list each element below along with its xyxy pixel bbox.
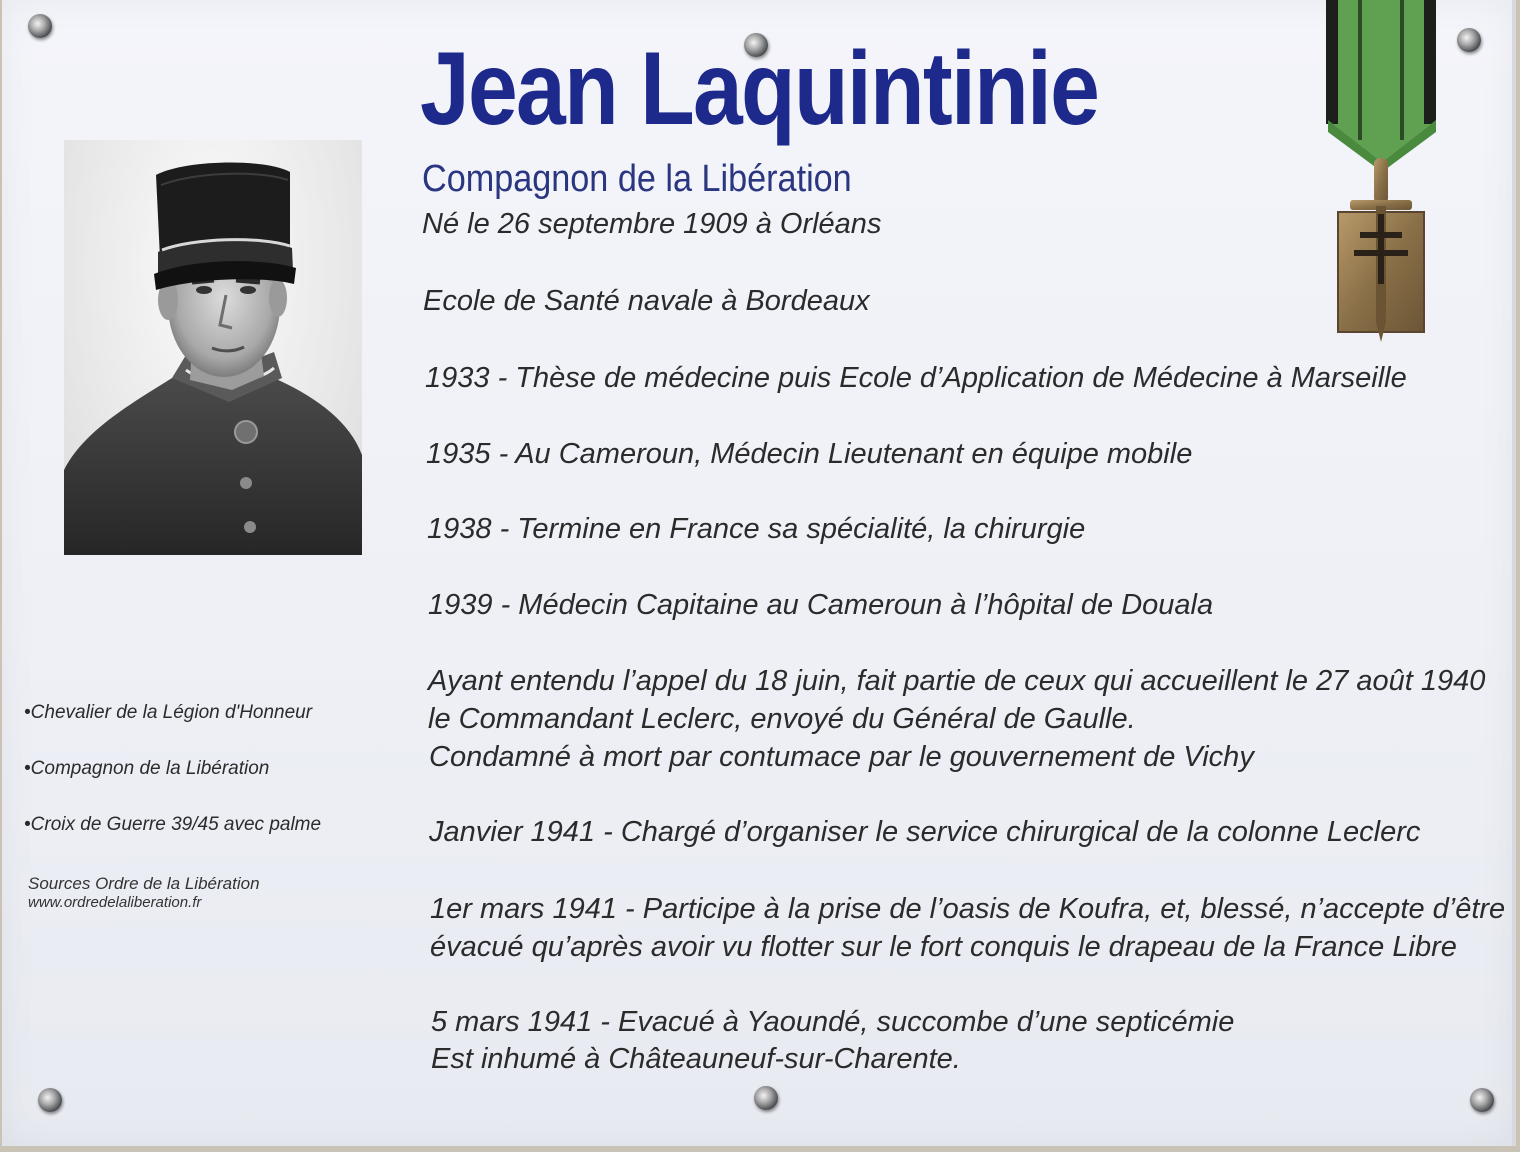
bio-line: 1939 - Médecin Capitaine au Cameroun à l’hôpital de Douala bbox=[428, 589, 1214, 621]
bio-line: Est inhumé à Châteauneuf-sur-Charente. bbox=[431, 1043, 961, 1075]
screw-icon bbox=[38, 1088, 62, 1112]
bio-line: le Commandant Leclerc, envoyé du Général de Gaulle. bbox=[428, 703, 1136, 735]
liberation-cross-medal bbox=[1320, 0, 1444, 350]
honor-item: •Chevalier de la Légion d'Honneur bbox=[24, 702, 313, 723]
bio-line: 1935 - Au Cameroun, Médecin Lieutenant en équipe mobile bbox=[426, 438, 1193, 470]
bio-line: Ecole de Santé navale à Bordeaux bbox=[423, 285, 870, 317]
sources-credit: Sources Ordre de la Libération bbox=[28, 874, 260, 893]
bio-line: Janvier 1941 - Chargé d’organiser le service chirurgical de la colonne Leclerc bbox=[429, 816, 1421, 848]
honor-item: •Croix de Guerre 39/45 avec palme bbox=[24, 814, 322, 835]
bio-line: 1933 - Thèse de médecine puis Ecole d’Application de Médecine à Marseille bbox=[425, 362, 1407, 394]
bio-line: 5 mars 1941 - Evacué à Yaoundé, succombe d’une septicémie bbox=[431, 1006, 1235, 1038]
screw-icon bbox=[1457, 28, 1481, 52]
screw-icon bbox=[1470, 1088, 1494, 1112]
screw-icon bbox=[28, 14, 52, 38]
bio-line: 1er mars 1941 - Participe à la prise de l’oasis de Koufra, et, blessé, n’accepte d’être bbox=[430, 893, 1506, 925]
bio-line: 1938 - Termine en France sa spécialité, la chirurgie bbox=[427, 513, 1086, 545]
bio-line: Condamné à mort par contumace par le gouvernement de Vichy bbox=[429, 741, 1254, 773]
bio-line: évacué qu’après avoir vu flotter sur le fort conquis le drapeau de la France Libre bbox=[430, 931, 1457, 963]
soldier-portrait bbox=[64, 140, 362, 555]
honor-item: •Compagnon de la Libération bbox=[24, 758, 270, 779]
page-title: Jean Laquintinie bbox=[420, 31, 1099, 147]
bio-line: Ayant entendu l’appel du 18 juin, fait partie de ceux qui accueillent le 27 août 1940 bbox=[428, 665, 1486, 697]
sources-url: www.ordredelaliberation.fr bbox=[28, 894, 202, 911]
screw-icon bbox=[754, 1086, 778, 1110]
subtitle: Compagnon de la Libération bbox=[422, 158, 852, 200]
memorial-plaque bbox=[2, 0, 1516, 1146]
birth-line: Né le 26 septembre 1909 à Orléans bbox=[422, 208, 882, 240]
